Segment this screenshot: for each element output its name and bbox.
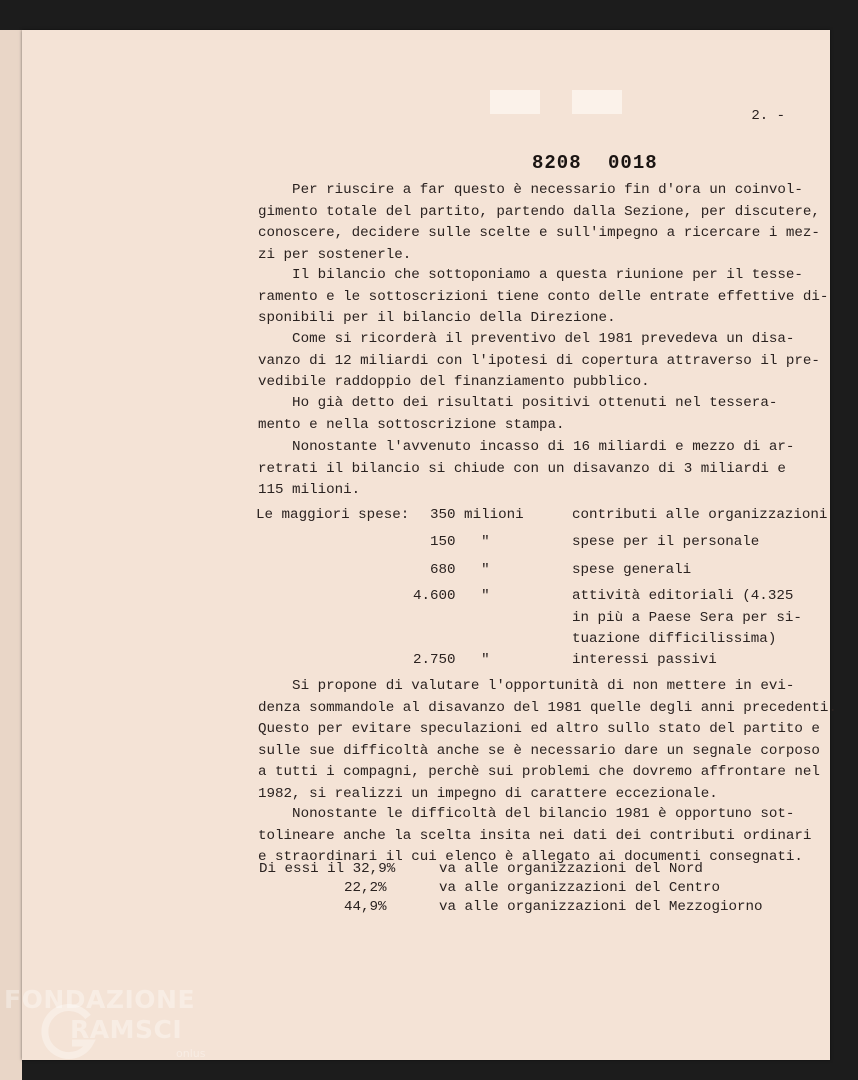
paragraph-4: Ho già detto dei risultati positivi ottenuti nel tessera- mento e nella sottoscrizione stampa. bbox=[258, 395, 778, 433]
distribution-desc: va alle organizzazioni del Mezzogiorno bbox=[439, 899, 763, 915]
paragraph-2: Il bilancio che sottoponiamo a questa riunione per il tesse- ramento e le sottoscrizioni tiene conto delle entrate effettive di- sponibili per il bilancio della Direzione. bbox=[258, 267, 829, 327]
paragraph-7: Nonostante le difficoltà del bilancio 1981 è opportuno sot- tolineare anche la scelta insita nei dati dei contributi ordinari e straordinari il cui elenco è allegato ai documenti consegnati. bbox=[258, 806, 812, 866]
watermark-line2: RAMSCI bbox=[70, 1015, 183, 1044]
expense-desc: spese generali bbox=[572, 562, 692, 578]
expense-desc: contributi alle organizzazioni bbox=[572, 507, 828, 523]
distribution-desc: va alle organizzazioni del Centro bbox=[439, 880, 720, 896]
expense-amount: 350 milioni bbox=[430, 507, 524, 523]
expense-amount: 150 " bbox=[430, 534, 490, 550]
paragraph-6: Si propone di valutare l'opportunità di non mettere in evi- denza sommandole al disavanzo del 1981 quelle degli anni precedenti. Questo per evitare speculazioni ed altro sullo stato del partito e sulle sue difficoltà anche se è necessario dare un segnale corposo a tutti i compagni, perchè sui problemi che dovremo affrontare nel 1982, si realizzi un impegno di carattere eccezionale. bbox=[258, 678, 837, 802]
paper-patch bbox=[490, 90, 540, 114]
expense-desc: interessi passivi bbox=[572, 652, 717, 668]
document-page bbox=[22, 30, 837, 1060]
archive-code: 8208 0018 bbox=[532, 152, 658, 174]
watermark-line3: onlus bbox=[176, 1047, 206, 1060]
distribution-label: 22,2% bbox=[344, 880, 387, 896]
paper-patch bbox=[572, 90, 622, 114]
expenses-label: Le maggiori spese: bbox=[256, 507, 410, 523]
paragraph-3: Come si ricorderà il preventivo del 1981 prevedeva un disa- vanzo di 12 miliardi con l'ipotesi di copertura attraverso il pre- vedibile raddoppio del finanziamento pubblico. bbox=[258, 331, 820, 391]
paragraph-1: Per riuscire a far questo è necessario fin d'ora un coinvol- gimento totale del partito, partendo dalla Sezione, per discutere, conoscere, decidere sulle scelte e sull'impegno a ricercare i mez- zi per sostenerle. bbox=[258, 182, 820, 263]
distribution-desc: va alle organizzazioni del Nord bbox=[439, 861, 703, 877]
distribution-label: Di essi il 32,9% bbox=[259, 861, 396, 877]
expense-amount: 680 " bbox=[430, 562, 490, 578]
expense-amount: 4.600 " bbox=[413, 588, 490, 604]
expense-desc: spese per il personale bbox=[572, 534, 760, 550]
watermark-line1: FONDAZIONE bbox=[4, 985, 196, 1014]
distribution-label: 44,9% bbox=[344, 899, 387, 915]
page-number: 2. - bbox=[751, 108, 785, 124]
facing-page-edge bbox=[0, 30, 22, 1080]
expense-desc: attività editoriali (4.325 in più a Paese Sera per si- tuazione difficilissima) bbox=[572, 588, 802, 648]
fondazione-gramsci-watermark bbox=[4, 985, 214, 1075]
expense-amount: 2.750 " bbox=[413, 652, 490, 668]
paragraph-5: Nonostante l'avvenuto incasso di 16 miliardi e mezzo di ar- retrati il bilancio si chiude con un disavanzo di 3 miliardi e 115 milioni. bbox=[258, 439, 795, 499]
